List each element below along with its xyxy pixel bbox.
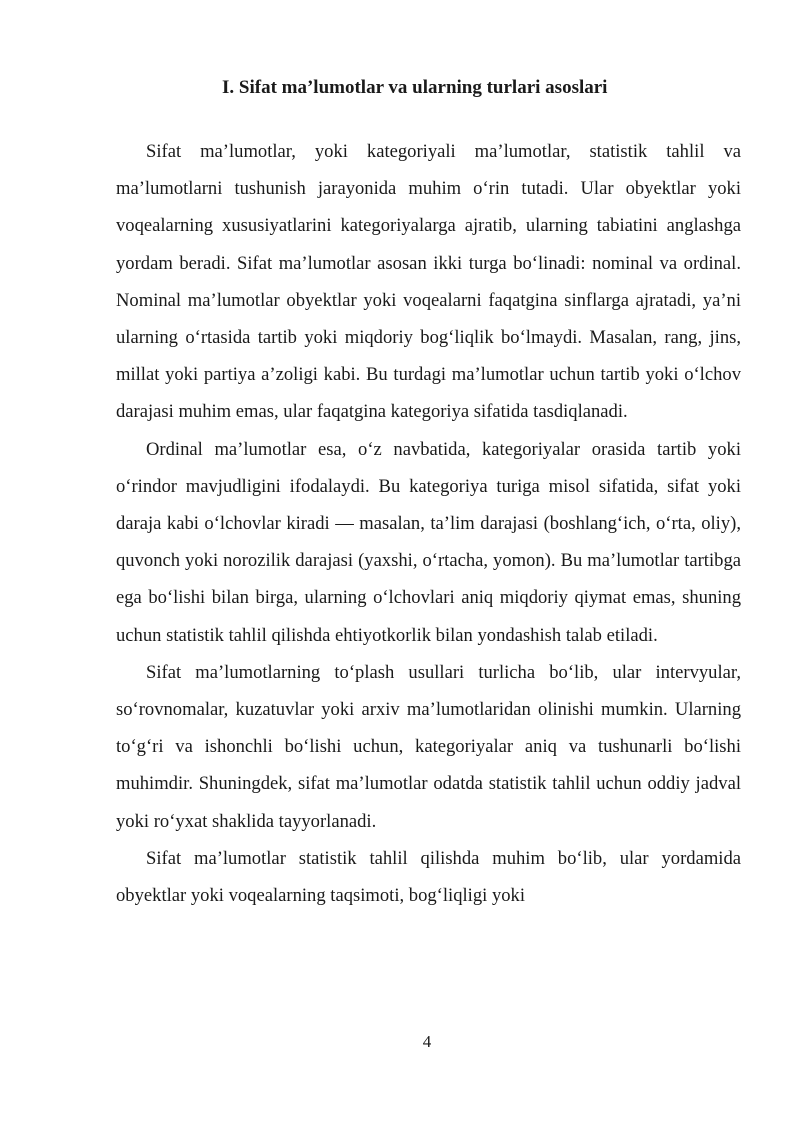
paragraph: Sifat ma’lumotlar statistik tahlil qilishda muhim bo‘lib, ular yordamida obyektlar yoki voqealarning taqsimoti, bog‘liqligi yoki — [116, 847, 741, 907]
body-text — [116, 133, 741, 914]
paragraph: Sifat ma’lumotlar, yoki kategoriyali ma’lumotlar, statistik tahlil va ma’lumotlarni tushunish jarayonida muhim o‘rin tutadi. Ular obyektlar yoki voqealarning xususiyatlarini kategoriyalarga ajratib, ularning tabiatini anglashga yordam beradi. Sifat ma’lumotlar asosan ikki turga bo‘linadi: nominal va ordinal. Nominal ma’lumotlar obyektlar yoki voqealarni faqatgina sinflarga ajratadi, ya’ni ularning o‘rtasida tartib yoki miqdoriy bog‘liqlik bo‘lmaydi. Masalan, rang, jins, millat yoki partiya a’zoligi kabi. Bu turdagi ma’lumotlar uchun tartib yoki o‘lchov darajasi muhim emas, ular faqatgina kategoriya sifatida tasdiqlanadi. — [116, 141, 741, 423]
section-heading: I. Sifat ma’lumotlar va ularning turlari asoslari — [222, 77, 608, 98]
paragraph: Sifat ma’lumotlarning to‘plash usullari turlicha bo‘lib, ular intervyular, so‘rovnomalar, kuzatuvlar yoki arxiv ma’lumotlaridan olinishi mumkin. Ularning to‘g‘ri va ishonchli bo‘lishi uchun, kategoriyalar aniq va tushunarli bo‘lishi muhimdir. Shuningdek, sifat ma’lumotlar odatda statistik tahlil uchun oddiy jadval yoki ro‘yxat shaklida tayyorlanadi. — [116, 661, 741, 832]
paragraph: Ordinal ma’lumotlar esa, o‘z navbatida, kategoriyalar orasida tartib yoki o‘rindor mavjudligini ifodalaydi. Bu kategoriya turiga misol sifatida, sifat yoki daraja kabi o‘lchovlar kiradi — masalan, ta’lim darajasi (boshlang‘ich, o‘rta, oliy), quvonch yoki norozilik darajasi (yaxshi, o‘rtacha, yomon). Bu ma’lumotlar tartibga ega bo‘lishi bilan birga, ularning o‘lchovlari aniq miqdoriy qiymat emas, shuning uchun statistik tahlil qilishda ehtiyotkorlik bilan yondashish talab etiladi. — [116, 438, 741, 646]
page-number: 4 — [422, 1032, 432, 1051]
